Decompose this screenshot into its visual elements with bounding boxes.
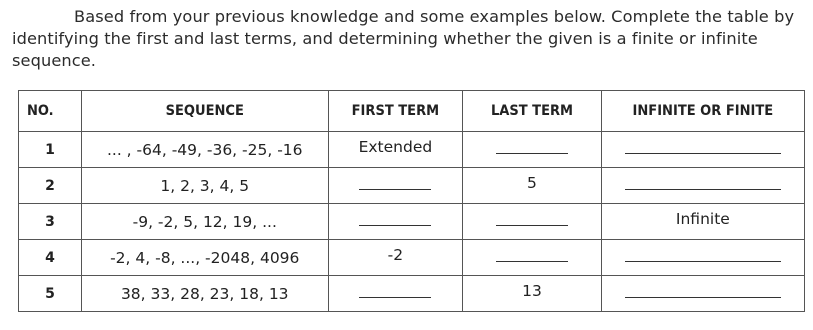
table-row (19, 276, 805, 312)
sequence-cell: -9, -2, 5, 12, 19, ... (81, 204, 328, 240)
infinite-or-finite-cell (601, 240, 804, 276)
answer-blank-line[interactable] (359, 296, 431, 298)
row-number: 3 (19, 204, 82, 240)
infinite-or-finite-cell (601, 204, 804, 240)
answer-blank-line[interactable] (359, 224, 431, 226)
row-number: 2 (19, 168, 82, 204)
sequence-cell: 1, 2, 3, 4, 5 (81, 168, 328, 204)
infinite-or-finite-cell (601, 276, 804, 312)
table-row (19, 168, 805, 204)
last-term-cell (463, 204, 601, 240)
answer-blank-line[interactable] (625, 152, 781, 154)
last-term-cell (463, 168, 601, 204)
answer-blank-line[interactable] (496, 224, 568, 226)
sequence-cell: -2, 4, -8, ..., -2048, 4096 (81, 240, 328, 276)
last-term-value: 5 (527, 173, 537, 192)
answer-blank-line[interactable] (496, 260, 568, 262)
answer-blank-line[interactable] (625, 188, 781, 190)
header-infinite-or-finite: INFINITE OR FINITE (601, 91, 804, 132)
first-term-value: Extended (358, 137, 433, 156)
table-row (19, 204, 805, 240)
last-term-cell (463, 132, 601, 168)
row-number: 1 (19, 132, 82, 168)
last-term-cell (463, 276, 601, 312)
answer-blank-line[interactable] (625, 296, 781, 298)
first-term-cell (328, 168, 463, 204)
infinite-or-finite-cell (601, 168, 804, 204)
row-number: 4 (19, 240, 82, 276)
infinite-or-finite-cell (601, 132, 804, 168)
answer-blank-line[interactable] (625, 260, 781, 262)
first-term-value: -2 (387, 245, 404, 264)
header-last-term: LAST TERM (463, 91, 601, 132)
sequence-table (18, 90, 805, 312)
answer-blank-line[interactable] (359, 188, 431, 190)
last-term-value: 13 (522, 281, 542, 300)
table-row (19, 240, 805, 276)
answer-blank-line[interactable] (496, 152, 568, 154)
first-term-cell (328, 204, 463, 240)
sequence-cell: ... , -64, -49, -36, -25, -16 (81, 132, 328, 168)
row-number: 5 (19, 276, 82, 312)
first-term-cell (328, 276, 463, 312)
table-header-row (19, 91, 805, 132)
instructions-text: Based from your previous knowledge and some examples below. Complete the table by identifying the first and last terms, and determining whether the given is a finite or infinite sequence. (12, 7, 795, 70)
table-row (19, 132, 805, 168)
last-term-cell (463, 240, 601, 276)
first-term-cell (328, 132, 463, 168)
sequence-cell: 38, 33, 28, 23, 18, 13 (81, 276, 328, 312)
header-no: NO. (19, 91, 82, 132)
infinite-or-finite-value: Infinite (675, 209, 730, 228)
header-sequence: SEQUENCE (81, 91, 328, 132)
table-body (19, 132, 805, 312)
first-term-cell (328, 240, 463, 276)
header-first-term: FIRST TERM (328, 91, 463, 132)
